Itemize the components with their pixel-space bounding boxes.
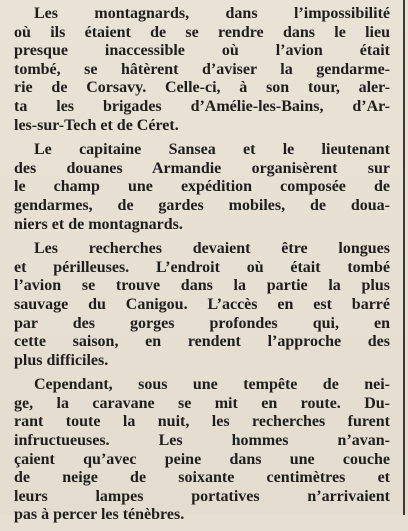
column-rule (403, 0, 405, 515)
paragraph-4 (14, 376, 390, 525)
text-line: rant toute la nuit, les recherches furent (14, 413, 390, 431)
text-line: Le capitaine Sansea et le lieutenant (34, 141, 390, 159)
text-line: çaient qu’avec peine dans une couche (14, 450, 390, 468)
text-line: ta les brigades d’Amélie-les-Bains, d’Ar- (14, 97, 390, 115)
text-line: les-sur-Tech et de Céret. (14, 116, 179, 134)
text-line: leurs lampes portatives n’arrivaient (14, 487, 390, 505)
text-line: rie de Corsavy. Celle-ci, à son tour, aler- (14, 79, 390, 97)
text-line: pas à percer les ténèbres. (14, 506, 185, 524)
text-line: où ils étaient de se rendre dans le lieu (14, 23, 390, 41)
text-line: plus difficiles. (14, 351, 109, 369)
text-line: par des gorges profondes qui, en (14, 314, 390, 332)
text-line: Les recherches devaient être longues (34, 240, 390, 258)
text-line: niers et de montagnards. (14, 215, 183, 233)
text-line: l’avion se trouve dans la partie la plus (14, 277, 390, 295)
paragraph-1 (14, 5, 390, 135)
paragraph-2 (14, 141, 390, 234)
text-line: et périlleuses. L’endroit où était tombé (14, 258, 390, 276)
text-line: tombé, se hâtèrent d’aviser la gendarme- (14, 60, 390, 78)
text-line: sauvage du Canigou. L’accès en est barré (14, 295, 390, 313)
article-text (14, 5, 390, 531)
text-line: ge, la caravane se mit en route. Du- (14, 394, 390, 412)
text-line: cette saison, en rendent l’approche des (14, 333, 390, 351)
text-line: presque inaccessible où l’avion était (14, 42, 390, 60)
text-line: des douanes Armandie organisèrent sur (14, 159, 390, 177)
text-line: Cependant, sous une tempête de nei- (34, 376, 390, 394)
text-line: de neige de soixante centimètres et (14, 469, 390, 487)
text-line: le champ une expédition composée de (14, 178, 390, 196)
text-line: infructueuses. Les hommes n’avan- (14, 432, 390, 450)
text-line: Les montagnards, dans l’impossibilité (34, 5, 390, 22)
paragraph-3 (14, 240, 390, 370)
text-line: gendarmes, de gardes mobiles, de doua- (14, 196, 390, 214)
